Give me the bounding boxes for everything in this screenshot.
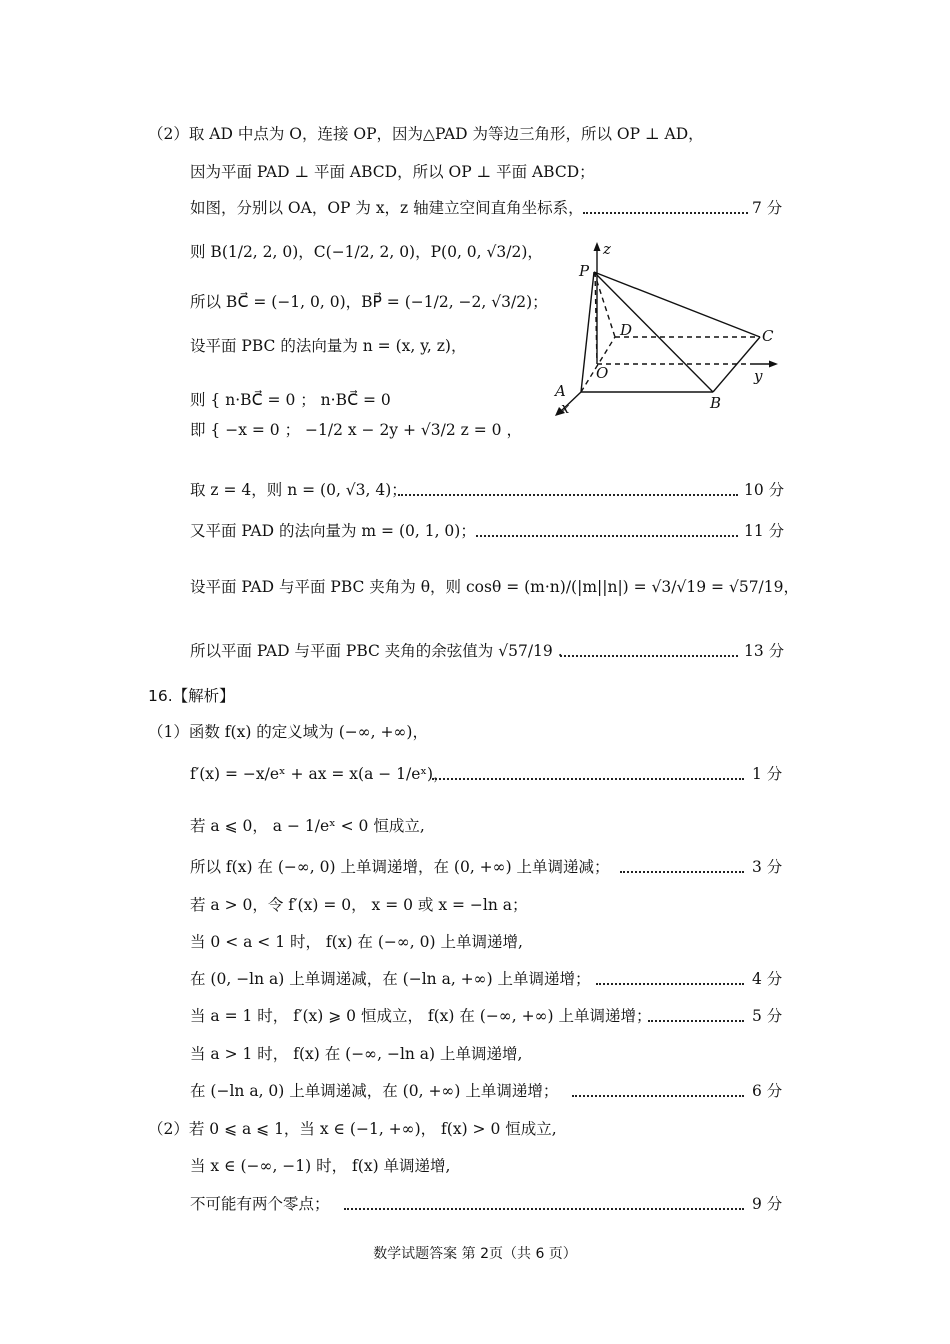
score-13: 13 分 <box>744 642 785 660</box>
q16-line-5: 若 a > 0，令 f′(x) = 0， x = 0 或 x = −ln a； <box>190 896 528 914</box>
label-x: x <box>561 399 570 417</box>
q16-line-8: 当 a = 1 时， f′(x) ⩾ 0 恒成立， f(x) 在 (−∞, +∞) 上单调递增； <box>190 1007 652 1025</box>
leader-dots <box>572 1095 744 1097</box>
p2-line-10: 设平面 PAD 与平面 PBC 夹角为 θ，则 cosθ = (m·n)/(|m||n|) = √3/√19 = √57/19， <box>190 578 800 596</box>
leader-dots <box>476 535 738 537</box>
q16-line-7: 在 (0, −ln a) 上单调递减，在 (−ln a, +∞) 上单调递增； <box>190 970 591 988</box>
leader-dots <box>596 983 744 985</box>
score-4: 4 分 <box>752 970 783 988</box>
page-footer: 数学试题答案 第 2页（共 6 页） <box>373 1246 577 1262</box>
q16-line-11: （2）若 0 ⩽ a ⩽ 1，当 x ∈ (−1, +∞)， f(x) > 0 恒成立, <box>148 1120 557 1138</box>
score-5: 5 分 <box>752 1007 783 1025</box>
score-3: 3 分 <box>752 858 783 876</box>
leader-dots <box>432 778 744 780</box>
edge-PB <box>594 272 713 392</box>
score-1: 1 分 <box>752 765 783 783</box>
p2-line-2: 因为平面 PAD ⊥ 平面 ABCD，所以 OP ⊥ 平面 ABCD； <box>190 163 595 181</box>
p2-line-1: （2）取 AD 中点为 O，连接 OP，因为△PAD 为等边三角形，所以 OP ⊥ AD， <box>148 125 704 143</box>
q16-line-3: 若 a ⩽ 0， a − 1/eˣ < 0 恒成立, <box>190 817 425 835</box>
q16-line-1: （1）函数 f(x) 的定义域为 (−∞, +∞)， <box>148 723 428 741</box>
leader-dots <box>620 871 744 873</box>
p2-line-9: 又平面 PAD 的法向量为 m = (0, 1, 0)； <box>190 522 476 540</box>
label-D: D <box>620 321 633 339</box>
q16-line-10: 在 (−ln a, 0) 上单调递减，在 (0, +∞) 上单调递增； <box>190 1082 559 1100</box>
score-9: 9 分 <box>752 1195 783 1213</box>
p2-line-3: 如图，分别以 OA，OP 为 x，z 轴建立空间直角坐标系， <box>190 199 584 217</box>
p2-line-7b: 即 { −x = 0 ； −1/2 x − 2y + √3/2 z = 0 ， <box>190 421 522 439</box>
q16-line-13: 不可能有两个零点； <box>190 1195 330 1213</box>
score-10: 10 分 <box>744 481 785 499</box>
q16-line-4: 所以 f(x) 在 (−∞, 0) 上单调递增，在 (0, +∞) 上单调递减； <box>190 858 610 876</box>
p2-line-7a: 则 { n·BC⃗ = 0 ； n·BC⃗ = 0 <box>190 391 391 409</box>
score-6: 6 分 <box>752 1082 783 1100</box>
z-arrow <box>594 242 601 251</box>
q16-line-2: f′(x) = −x/eˣ + ax = x(a − 1/eˣ)， <box>190 765 449 783</box>
leader-dots <box>648 1020 744 1022</box>
label-B: B <box>710 394 722 412</box>
q16-heading: 16.【解析】 <box>148 687 235 705</box>
p2-line-4: 则 B(1/2, 2, 0)，C(−1/2, 2, 0)，P(0, 0, √3/2)， <box>190 243 543 261</box>
score-7: 7 分 <box>752 199 783 217</box>
edge-PC <box>594 272 760 337</box>
leader-dots <box>583 212 748 214</box>
label-P: P <box>579 262 590 280</box>
leader-dots <box>398 494 738 496</box>
pyramid-figure <box>545 240 785 425</box>
label-y: y <box>754 367 763 385</box>
score-11: 11 分 <box>744 522 785 540</box>
p2-line-8: 取 z = 4，则 n = (0, √3, 4)； <box>190 481 407 499</box>
p2-line-6: 设平面 PBC 的法向量为 n = (x, y, z)， <box>190 337 467 355</box>
q16-line-6: 当 0 < a < 1 时， f(x) 在 (−∞, 0) 上单调递增, <box>190 933 523 951</box>
leader-dots <box>560 655 738 657</box>
leader-dots <box>344 1208 744 1210</box>
p2-line-5: 所以 BC⃗ = (−1, 0, 0)，BP⃗ = (−1/2, −2, √3/2)； <box>190 293 548 311</box>
label-C: C <box>762 327 774 345</box>
y-arrow <box>769 361 778 368</box>
label-O: O <box>596 364 609 382</box>
q16-line-12: 当 x ∈ (−∞, −1) 时， f(x) 单调递增, <box>190 1157 451 1175</box>
label-z: z <box>603 240 611 258</box>
q16-line-9: 当 a > 1 时， f(x) 在 (−∞, −ln a) 上单调递增, <box>190 1045 523 1063</box>
label-A: A <box>555 382 566 400</box>
p2-line-11: 所以平面 PAD 与平面 PBC 夹角的余弦值为 √57/19 . <box>190 642 563 660</box>
